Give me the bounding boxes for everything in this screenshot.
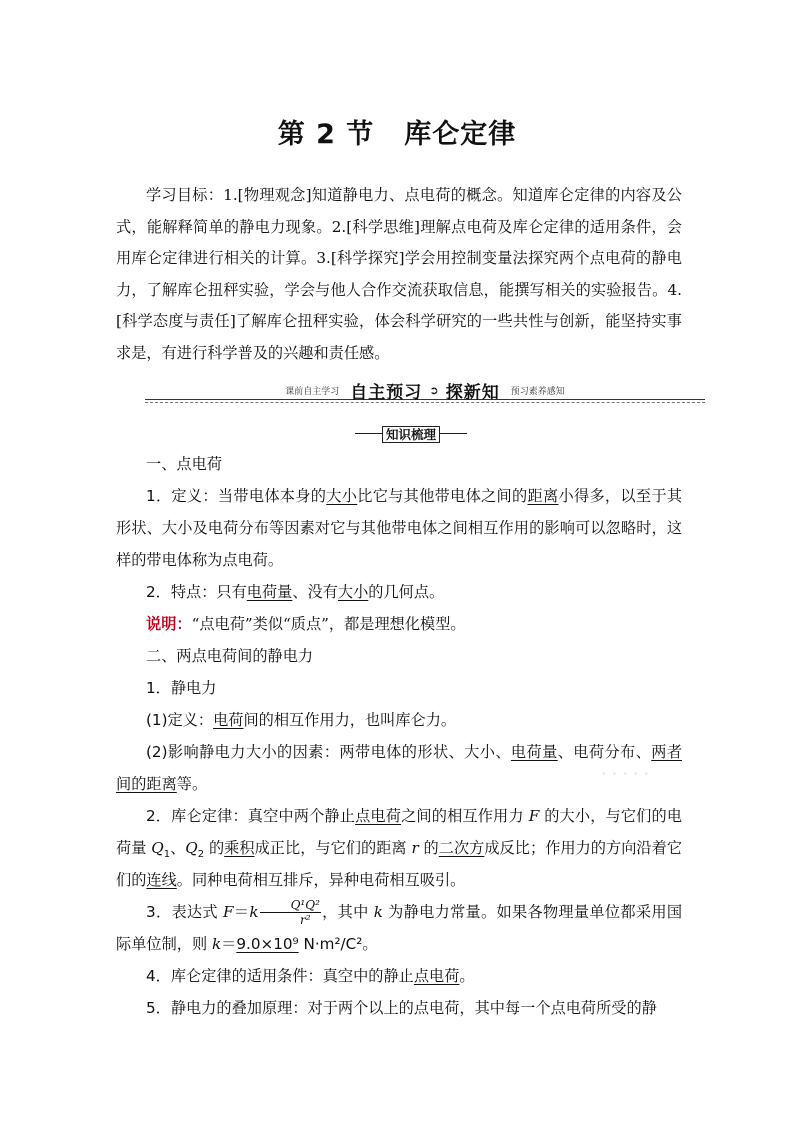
paragraph-definition: 1．定义：当带电体本身的大小比它与其他带电体之间的距离小得多，以至于其形状、大小及电荷分布等因素对它与其他带电体之间相互作用的影响可以忽略时，这样的带电体称为点电荷。 xyxy=(116,487,683,569)
paragraph-superposition: 5．静电力的叠加原理：对于两个以上的点电荷，其中每一个点电荷所受的静 xyxy=(146,999,657,1017)
banner-arrow-icon: ➲ xyxy=(429,384,439,397)
banner-main-2: 探新知 xyxy=(445,383,500,403)
banner-main-1: 自主预习 xyxy=(350,383,423,403)
paragraph-coulomb-law: 2．库仑定律：真空中两个静止点电荷之间的相互作用力 F 的大小，与它们的电荷量 $Q_1$、$Q_2$ 的乘积成正比，与它们的距离 r 的二次方成反比；作用力的方向沿着它们的连线。同种电荷相互排斥，异种电荷相互吸引。 xyxy=(116,807,683,889)
section-banner xyxy=(145,378,705,406)
page-title xyxy=(0,112,794,151)
title-topic: 库仑定律 xyxy=(404,119,517,150)
paragraph-static-force: 1．静电力 xyxy=(146,679,217,697)
coulomb-fraction: $\frac{\text{Q¹Q²}}{\text{r²}}$ xyxy=(260,898,321,927)
heading-electrostatic-force: 二、两点电荷间的静电力 xyxy=(146,647,314,665)
paragraph-note: 说明：“点电荷”类似“质点”，都是理想化模型。 xyxy=(146,615,466,633)
content-body xyxy=(116,448,682,1024)
paragraph-conditions: 4．库仑定律的适用条件：真空中的静止点电荷。 xyxy=(146,967,475,985)
banner-right-caption: 预习素养感知 xyxy=(510,387,565,397)
knowledge-label xyxy=(355,424,467,442)
learning-goals xyxy=(116,180,682,369)
learning-goals-text: 学习目标：1.[物理观念]知道静电力、点电荷的概念。知道库仑定律的内容及公式，能解释简单的静电力现象。2.[科学思维]理解点电荷及库仑定律的适用条件，会用库仑定律进行相关的计算。3.[科学探究]学会用控制变量法探究两个点电荷的静电力，了解库仑扭秤实验，学会与他人合作交流获取信息，能撰写相关的实验报告。4.[科学态度与责任]了解库仑扭秤实验，体会科学研究的一些共性与创新，能坚持实事求是，有进行科学普及的兴趣和责任感。 xyxy=(116,186,682,362)
paragraph-feature: 2．特点：只有电荷量、没有大小的几何点。 xyxy=(146,583,445,601)
paragraph-expression: 3．表达式 F＝k $\frac{\text{Q¹Q²}}{\text{r²}}$ ，其中 k 为静电力常量。如果各物理量单位都采用国际单位制，则 k＝9.0×10⁹ N·m²/C²。 xyxy=(116,898,683,953)
title-section-number: 第 2 节 xyxy=(277,119,375,150)
banner-left-caption: 课前自主学习 xyxy=(285,387,340,397)
note-label: 说明： xyxy=(146,615,192,633)
paragraph-static-force-definition: (1)定义：电荷间的相互作用力，也叫库仑力。 xyxy=(146,711,457,729)
knowledge-label-text: 知识梳理 xyxy=(382,426,440,443)
paragraph-influencing-factors: (2)影响静电力大小的因素：两带电体的形状、大小、电荷量、电荷分布、两者间的距离等。 xyxy=(116,743,683,793)
watermark-logo: ····· xyxy=(600,760,654,788)
heading-point-charge: 一、点电荷 xyxy=(146,455,222,473)
